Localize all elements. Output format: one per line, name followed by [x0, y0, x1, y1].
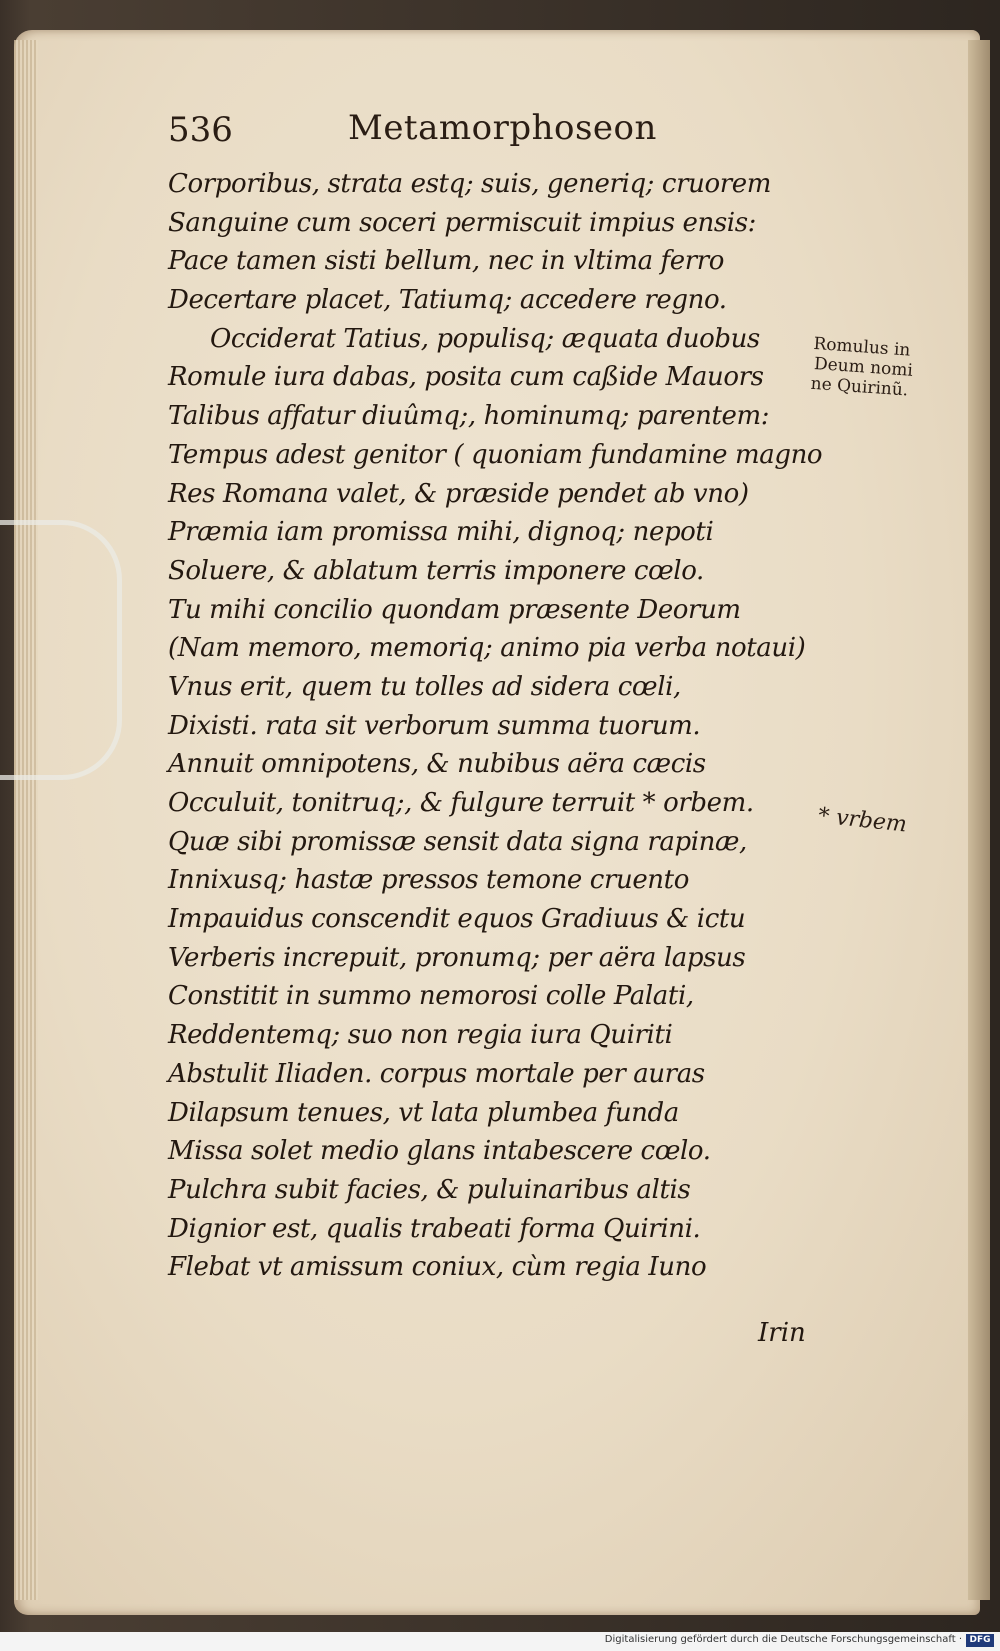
verse-line: Pulchra subit facies, & puluinaribus altis [168, 1174, 691, 1205]
verse-line: Dixisti. rata sit verborum summa tuorum. [168, 710, 701, 741]
margin-note-line: ne Quirinũ. [810, 373, 909, 401]
verse-line: Præmia iam promissa mihi, dignoq; nepoti [168, 517, 714, 548]
verse-line: Corporibus, strata estq; suis, generiq; cruorem [168, 169, 771, 199]
margin-note-line: Romulus in [812, 333, 912, 361]
verse-line: Flebat vt amissum coniux, cùm regia Iuno [168, 1252, 707, 1283]
catchword: Irin [758, 1318, 806, 1348]
margin-note [810, 334, 934, 402]
verse-line: Missa solet medio glans intabescere cœlo. [168, 1136, 711, 1167]
verse-line: Occiderat Tatius, populisq; æquata duobus [210, 323, 760, 354]
dfg-logo: DFG [966, 1634, 994, 1647]
verse-line: Constitit in summo nemorosi colle Palati, [168, 981, 694, 1012]
page-edge [14, 40, 38, 1600]
verse-line: Res Romana valet, & præside pendet ab vno) [168, 478, 749, 509]
verse-line: Verberis increpuit, pronumq; per aëra lapsus [168, 942, 746, 973]
facing-page-edge [968, 40, 990, 1600]
page-number: 536 [168, 110, 233, 150]
verse-line: (Nam memoro, memoriq; animo pia verba notaui) [168, 633, 806, 664]
verse-line: Tu mihi concilio quondam præsente Deorum [168, 594, 741, 625]
verse-line: Innixusq; hastæ pressos temone cruento [168, 865, 689, 896]
verse-line: Soluere, & ablatum terris imponere cœlo. [168, 555, 704, 586]
verse-line: Dilapsum tenues, vt lata plumbea funda [168, 1097, 679, 1128]
page-header [168, 104, 768, 154]
verse-line: Quæ sibi promissæ sensit data signa rapinæ, [168, 826, 747, 857]
margin-note-line: Deum nomi [813, 353, 914, 381]
verse-line: Sanguine cum soceri permiscuit impius ensis: [168, 207, 757, 238]
verse-line: Vnus erit, quem tu tolles ad sidera cœli, [168, 671, 681, 702]
verse-line: Tempus adest genitor ( quoniam fundamine magno [168, 439, 823, 470]
footer-credit: Digitalisierung gefördert durch die Deutsche Forschungsgemeinschaft · [604, 1634, 962, 1645]
verse-line: Pace tamen sisti bellum, nec in vltima ferro [168, 246, 725, 277]
running-head: Metamorphoseon [348, 108, 657, 148]
verse-line: Reddentemq; suo non regia iura Quiriti [168, 1020, 673, 1051]
verse-line: Decertare placet, Tatiumq; accedere regno. [168, 285, 727, 316]
verse-line: Impauidus conscendit equos Gradiuus & ictu [168, 904, 746, 935]
verse-line: Occuluit, tonitruq;, & fulgure terruit * orbem. [168, 788, 754, 818]
paper-clip [0, 520, 122, 780]
verse-line: Annuit omnipotens, & nubibus aëra cæcis [168, 749, 706, 780]
verse-text [168, 165, 823, 1287]
verse-line: Abstulit Iliaden. corpus mortale per auras [168, 1058, 705, 1089]
margin-variant-reading: * vrbem [816, 803, 908, 838]
verse-line: Romule iura dabas, posita cum caßide Mauors [168, 362, 764, 393]
verse-line: Dignior est, qualis trabeati forma Quirini. [168, 1213, 701, 1244]
verse-line: Talibus affatur diuûmq;, hominumq; parentem: [168, 401, 770, 432]
